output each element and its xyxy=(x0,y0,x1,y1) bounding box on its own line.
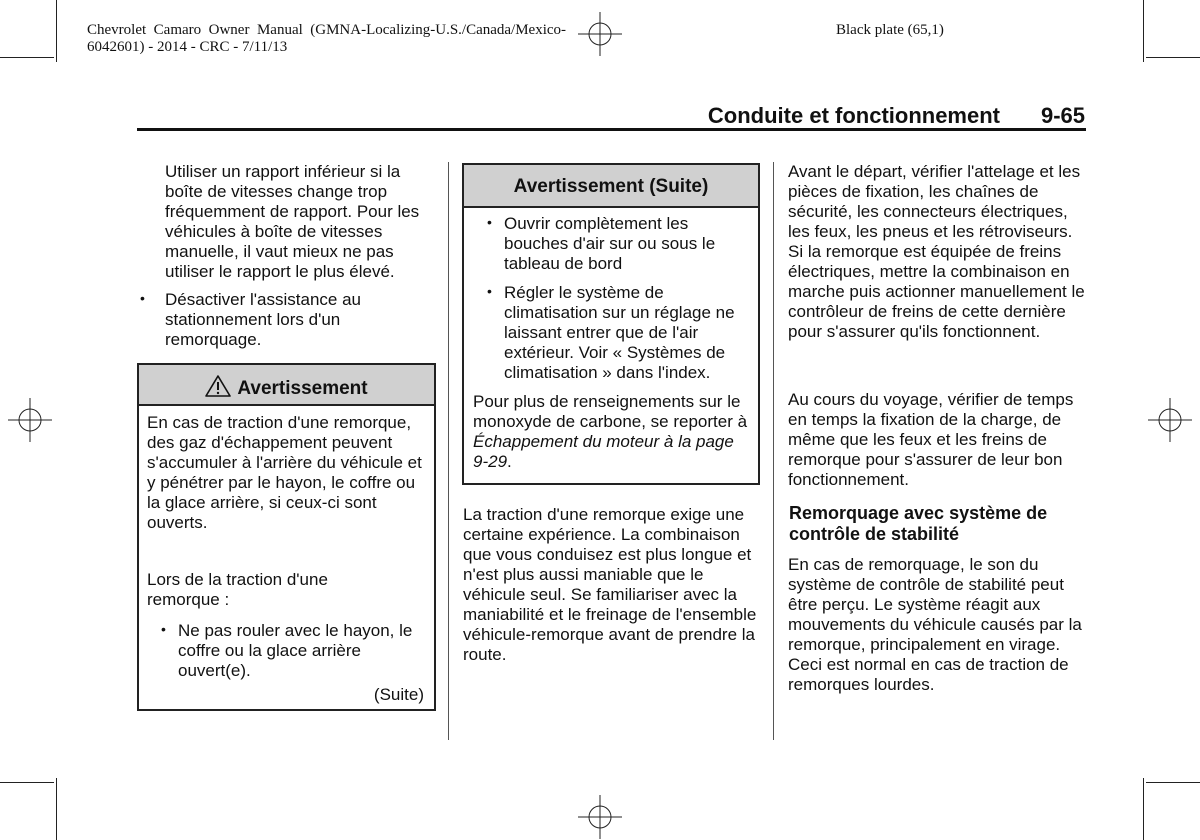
warning-paragraph xyxy=(473,392,753,472)
warning-paragraph: En cas de traction d'une remorque, des gaz d'échappement peuvent s'accumuler à l'arrière du véhicule et y pénétrer par le hayon, le coffre ou la glace arrière, si ceux-ci sont ouverts. xyxy=(147,413,422,532)
crop-mark xyxy=(1146,57,1200,58)
warning-box xyxy=(137,363,436,711)
crop-mark xyxy=(56,778,57,840)
continued-label: (Suite) xyxy=(373,685,424,704)
bullet-icon: • xyxy=(140,290,145,306)
registration-mark-icon xyxy=(578,795,622,839)
cross-reference-link[interactable]: Échappement du moteur à la page 9-29 xyxy=(473,432,734,471)
crop-mark xyxy=(1143,778,1144,840)
crop-mark xyxy=(1146,782,1200,783)
bullet-icon: • xyxy=(487,214,492,230)
page-number: 9-65 xyxy=(1040,103,1085,128)
warning-paragraph-text: Pour plus de renseignements sur le monoxyde de carbone, se reporter à xyxy=(473,392,748,431)
warning-header xyxy=(139,365,434,406)
col2-paragraph: La traction d'une remorque exige une certaine expérience. La combinaison que vous conduisez est plus longue et n'est plus aussi maniable que le véhicule seul. Se familiariser avec la maniabilité et le freinage de l'ensemble véhicule-remorque avant de prendre la route. xyxy=(463,505,757,664)
section-rule xyxy=(137,128,1086,131)
printer-header-left xyxy=(87,22,566,56)
warning-box-continued xyxy=(462,163,760,485)
column-divider xyxy=(448,162,449,740)
col1-paragraph: Utiliser un rapport inférieur si la boîte de vitesses change trop fréquemment de rapport. Pour les véhicules à boîte de vitesses manuelle, il vaut mieux ne pas utiliser le rapport le plus élevé. xyxy=(165,162,420,281)
col3-paragraph: En cas de remorquage, le son du système de contrôle de stabilité peut être perçu. Le système réagit aux mouvements du véhicule causés par la remorque, principalement en virage. Ceci est normal en cas de traction de remorques lourdes. xyxy=(788,555,1082,694)
printer-header-line2: 6042601) - 2014 - CRC - 7/11/13 xyxy=(87,39,288,55)
crop-mark xyxy=(0,782,54,783)
subsection-heading: Remorquage avec système de contrôle de stabilité xyxy=(789,503,1048,544)
warning-bullet-item: Ne pas rouler avec le hayon, le coffre ou la glace arrière ouvert(e). xyxy=(178,621,413,680)
col3-paragraph: Au cours du voyage, vérifier de temps en temps la fixation de la charge, de même que les feux et les freins de remorque pour s'assurer de leur bon fonctionnement. xyxy=(788,390,1074,489)
warning-bullet-item: Ouvrir complètement les bouches d'air sur ou sous le tableau de bord xyxy=(504,214,716,273)
warning-title: Avertissement (Suite) xyxy=(513,176,709,197)
warning-paragraph: Lors de la traction d'une remorque : xyxy=(147,570,328,609)
registration-mark-icon xyxy=(578,12,622,56)
registration-mark-icon xyxy=(1148,398,1192,442)
warning-bullet-item: Régler le système de climatisation sur un réglage ne laissant entrer que de l'air extérieur. Voir « Systèmes de climatisation » dans l'index. xyxy=(504,283,735,382)
bullet-icon: • xyxy=(487,283,492,299)
printer-header-right: Black plate (65,1) xyxy=(836,22,944,38)
crop-mark xyxy=(56,0,57,62)
col3-paragraph: Avant le départ, vérifier l'attelage et les pièces de fixation, les chaînes de sécurité, les connecteurs électriques, les feux, les pneus et les rétroviseurs. Si la remorque est équipée de freins électriques, mettre la combinaison en marche puis actionner manuellement le contrôleur de freins de cette dernière pour s'assurer qu'ils fonctionnent. xyxy=(788,162,1085,341)
section-title: Conduite et fonctionnement xyxy=(707,103,1000,128)
warning-title: Avertissement xyxy=(237,378,368,399)
col1-bullet-item: Désactiver l'assistance au stationnement lors d'un remorquage. xyxy=(165,290,361,349)
registration-mark-icon xyxy=(8,398,52,442)
warning-triangle-icon xyxy=(205,375,231,397)
warning-paragraph-end: . xyxy=(507,452,512,471)
printer-header-line1: Chevrolet Camaro Owner Manual (GMNA-Localizing-U.S./Canada/Mexico- xyxy=(87,22,567,38)
crop-mark xyxy=(0,57,54,58)
crop-mark xyxy=(1143,0,1144,62)
warning-header xyxy=(464,165,758,208)
bullet-icon: • xyxy=(161,621,166,637)
column-divider xyxy=(773,162,774,740)
